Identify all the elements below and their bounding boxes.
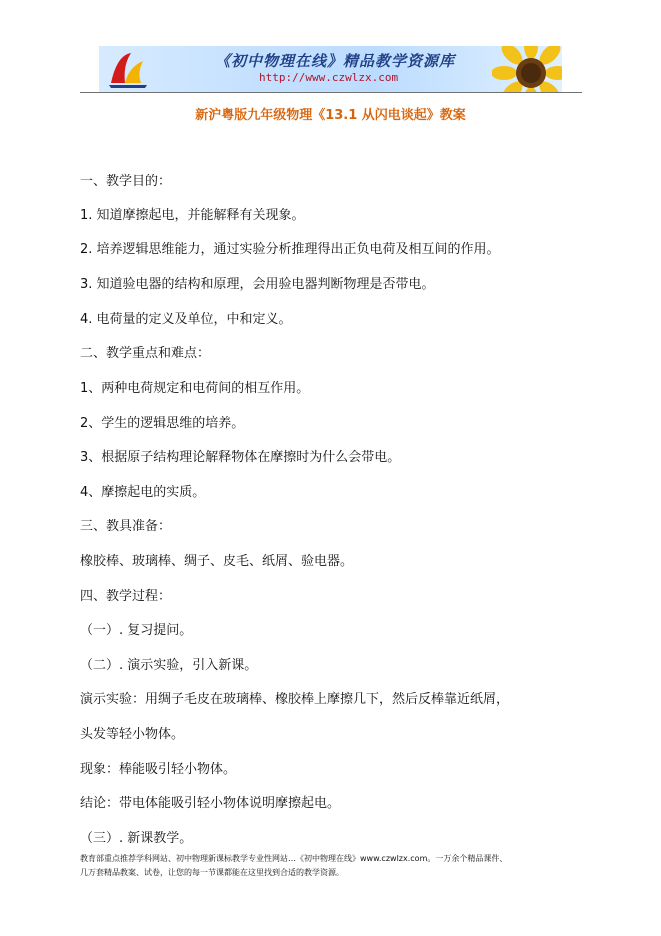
header-divider: [80, 92, 582, 93]
key-point-item: 2、学生的逻辑思维的培养。: [80, 416, 245, 431]
conclusion-text: 结论：带电体能吸引轻小物体说明摩擦起电。: [80, 796, 341, 811]
footer-line: 教育部重点推荐学科网站、初中物理新课标教学专业性网站…《初中物理在线》www.czwlzx.com。一万余个精品课件、: [80, 854, 508, 863]
section-heading-objectives: 一、教学目的：: [80, 174, 172, 189]
process-step: （三）. 新课教学。: [80, 831, 193, 846]
objective-item: 1. 知道摩擦起电，并能解释有关现象。: [80, 208, 305, 223]
footer-line: 几万套精品教案、试卷，让您的每一节课都能在这里找到合适的教学资源。: [80, 868, 344, 877]
sunflower-icon: [492, 46, 562, 92]
materials-list: 橡胶棒、玻璃棒、绸子、皮毛、纸屑、验电器。: [80, 554, 354, 569]
objective-item: 3. 知道验电器的结构和原理，会用验电器判断物理是否带电。: [80, 277, 435, 292]
demo-description-continued: 头发等轻小物体。: [80, 727, 185, 742]
demo-description: 演示实验：用绸子毛皮在玻璃棒、橡胶棒上摩擦几下，然后反棒靠近纸屑，: [80, 692, 510, 707]
banner-title: 《初中物理在线》精品教学资源库: [215, 52, 456, 70]
key-point-item: 4、摩擦起电的实质。: [80, 485, 206, 500]
key-point-item: 1、两种电荷规定和电荷间的相互作用。: [80, 381, 310, 396]
section-heading-key-points: 二、教学重点和难点：: [80, 346, 211, 361]
site-logo-icon: [107, 49, 149, 89]
objective-item: 4. 电荷量的定义及单位，中和定义。: [80, 312, 292, 327]
phenomenon-text: 现象：棒能吸引轻小物体。: [80, 762, 237, 777]
objective-item: 2. 培养逻辑思维能力，通过实验分析推理得出正负电荷及相互间的作用。: [80, 242, 500, 257]
page-title: 新沪粤版九年级物理《13.1 从闪电谈起》教案: [195, 108, 466, 123]
header-banner: [99, 46, 562, 92]
process-step: （二）. 演示实验，引入新课。: [80, 658, 258, 673]
process-step: （一）. 复习提问。: [80, 623, 193, 638]
section-heading-materials: 三、教具准备：: [80, 519, 172, 534]
section-heading-process: 四、教学过程：: [80, 589, 172, 604]
banner-url[interactable]: http://www.czwlzx.com: [259, 71, 399, 84]
key-point-item: 3、根据原子结构理论解释物体在摩擦时为什么会带电。: [80, 450, 401, 465]
